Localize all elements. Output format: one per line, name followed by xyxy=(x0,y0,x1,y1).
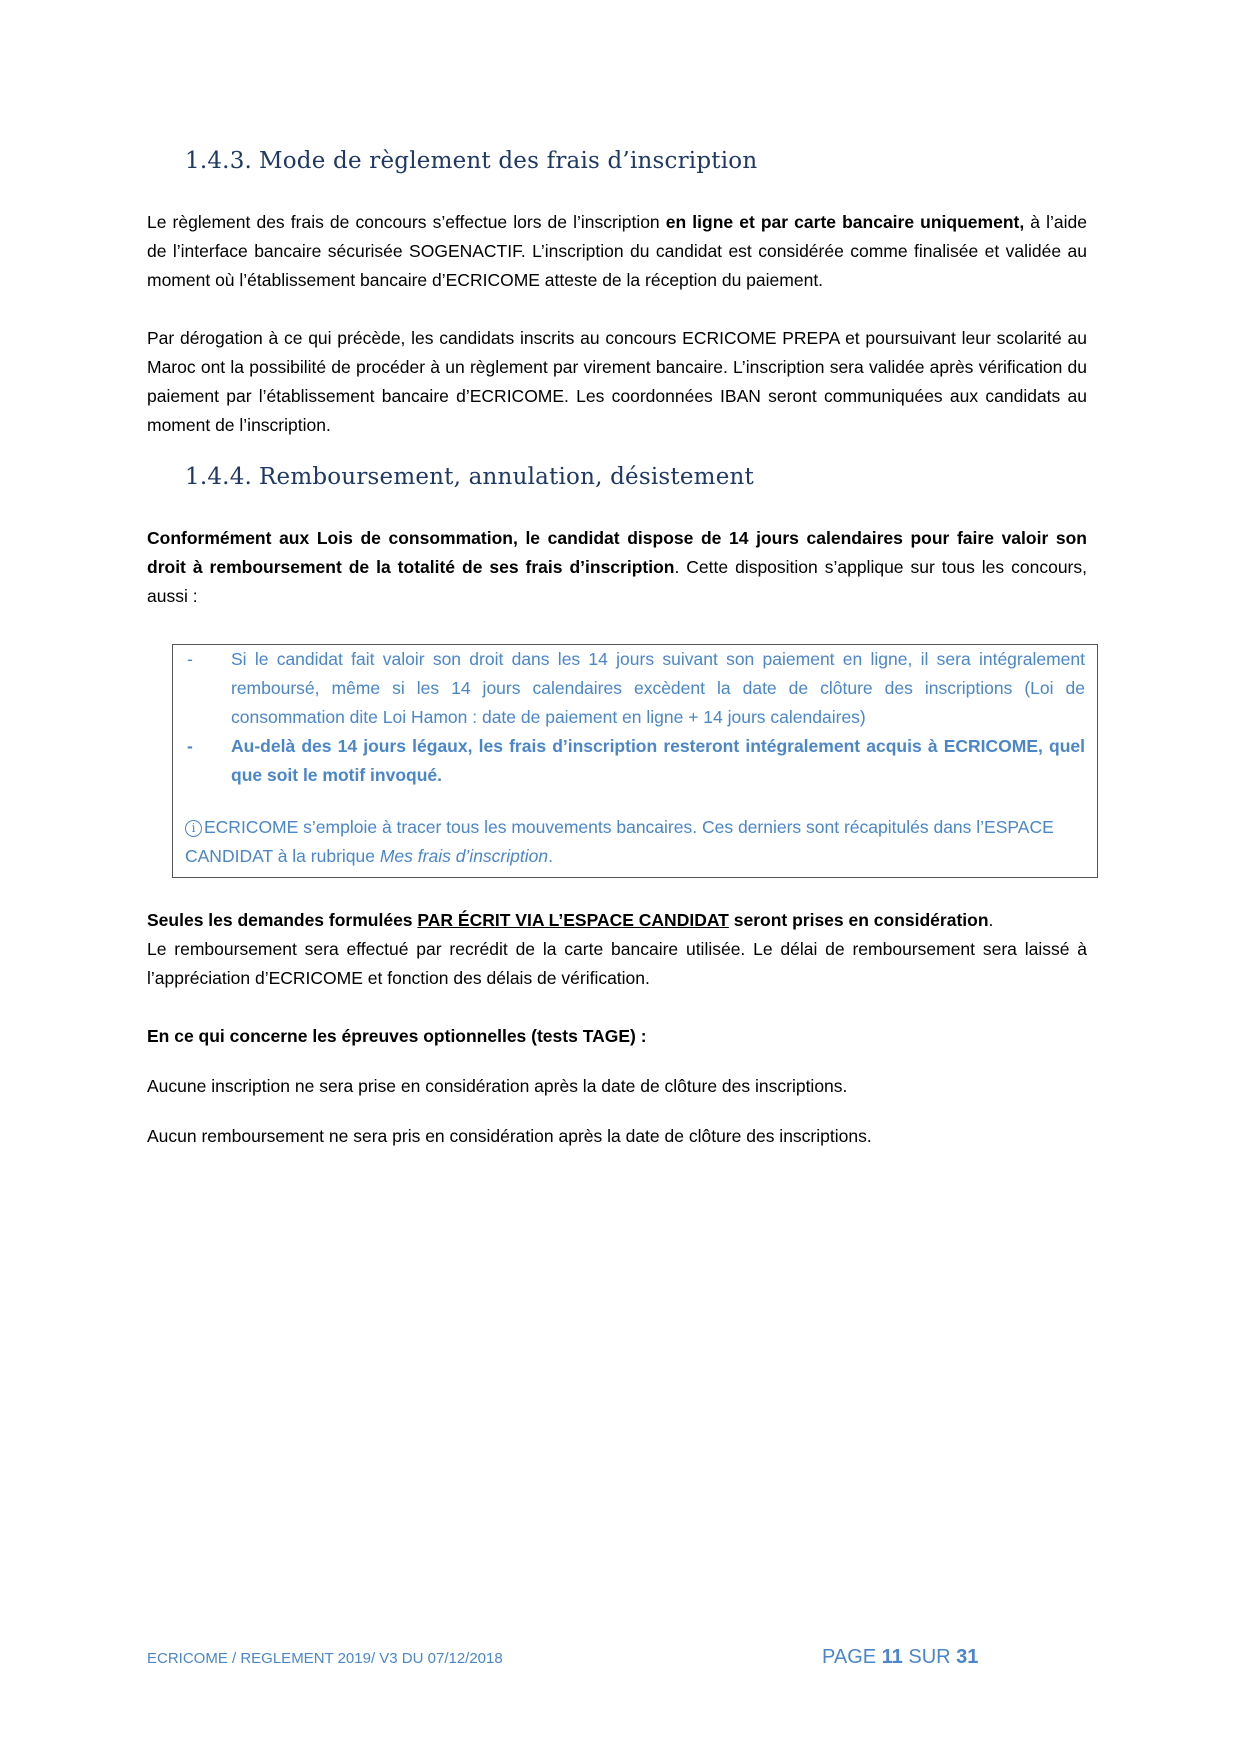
footer-page-number xyxy=(822,1646,978,1669)
text-run: Le remboursement sera effectué par recrédit de la carte bancaire utilisée. Le délai de remboursement sera laissé à l’appréciation d’ECRICOME et fonction des délais de vérification. xyxy=(147,939,1087,988)
total-pages: 31 xyxy=(956,1646,979,1668)
paragraph-no-refund: Aucun remboursement ne sera pris en considération après la date de clôture des inscriptions. xyxy=(147,1126,872,1146)
dash-bullet: - xyxy=(187,736,193,756)
current-page: 11 xyxy=(881,1646,903,1668)
bold-text: Seules les demandes formulées xyxy=(147,910,418,930)
section-heading-1-4-3 xyxy=(185,148,757,174)
paragraph-optional-tests-heading xyxy=(147,1022,1087,1051)
section-title: Remboursement, annulation, désistement xyxy=(259,464,754,490)
text-run: . xyxy=(988,910,994,930)
text-run: ECRICOME s’emploie à tracer tous les mouvements bancaires. Ces derniers sont récapitulés dans l’ESPACE CANDIDAT à la rubrique xyxy=(185,817,1054,866)
bold-text: en ligne et par carte bancaire uniquement, xyxy=(665,212,1025,232)
list-item xyxy=(183,645,1085,732)
dash-bullet: - xyxy=(187,649,193,669)
info-icon: i xyxy=(185,820,202,837)
text-run: . Cette disposition s’applique sur tous les concours, aussi : xyxy=(147,557,1087,606)
section-number: 1.4.3. xyxy=(185,148,253,174)
list-item-text: Au-delà des 14 jours légaux, les frais d’inscription resteront intégralement acquis à ECRICOME, quel que soit le motif invoqué. xyxy=(231,736,1085,785)
bold-text: Conformément aux Lois de consommation, le candidat dispose de 14 jours calendaires pour faire valoir son droit à remboursement de la totalité de ses frais d’inscription xyxy=(147,528,1087,577)
text-run: SUR xyxy=(902,1646,957,1668)
info-note xyxy=(185,813,1085,871)
text-run: à l’aide de l’interface bancaire sécurisée SOGENACTIF. L’inscription du candidat est considérée comme finalisée et validée au moment où l’établissement bancaire d’ECRICOME atteste de la réception du paiement. xyxy=(147,212,1087,290)
paragraph-no-registration: Aucune inscription ne sera prise en considération après la date de clôture des inscriptions. xyxy=(147,1076,848,1096)
section-heading-1-4-4 xyxy=(185,464,754,490)
section-number: 1.4.4. xyxy=(185,464,253,490)
text-run: . xyxy=(548,846,553,866)
section-title: Mode de règlement des frais d’inscription xyxy=(259,148,758,174)
paragraph-refund-right xyxy=(147,524,1087,611)
footer-document-reference: ECRICOME / REGLEMENT 2019/ V3 DU 07/12/2018 xyxy=(147,1650,503,1667)
refund-conditions-box xyxy=(172,644,1098,878)
paragraph-written-requests xyxy=(147,906,1087,993)
list-item xyxy=(183,732,1085,790)
text-run: PAGE xyxy=(822,1646,882,1668)
bold-text: En ce qui concerne les épreuves optionnelles (tests TAGE) : xyxy=(147,1026,647,1046)
paragraph-payment-method xyxy=(147,208,1087,295)
text-run: Le règlement des frais de concours s’effectue lors de l’inscription xyxy=(147,212,666,232)
bold-text: seront prises en considération xyxy=(728,910,989,930)
paragraph-derogation: Par dérogation à ce qui précède, les candidats inscrits au concours ECRICOME PREPA et poursuivant leur scolarité au Maroc ont la possibilité de procéder à un règlement par virement bancaire. L’inscription sera validée après vérification du paiement par l’établissement bancaire d’ECRICOME. Les coordonnées IBAN seront communiquées aux candidats au moment de l’inscription. xyxy=(147,328,1087,435)
underlined-bold-text: PAR ÉCRIT VIA L’ESPACE CANDIDAT xyxy=(417,910,729,930)
list-item-text: Si le candidat fait valoir son droit dans les 14 jours suivant son paiement en ligne, il sera intégralement remboursé, même si les 14 jours calendaires excèdent la date de clôture des inscriptions (Loi de consommation dite Loi Hamon : date de paiement en ligne + 14 jours calendaires) xyxy=(231,649,1085,727)
italic-text: Mes frais d’inscription xyxy=(379,846,549,866)
